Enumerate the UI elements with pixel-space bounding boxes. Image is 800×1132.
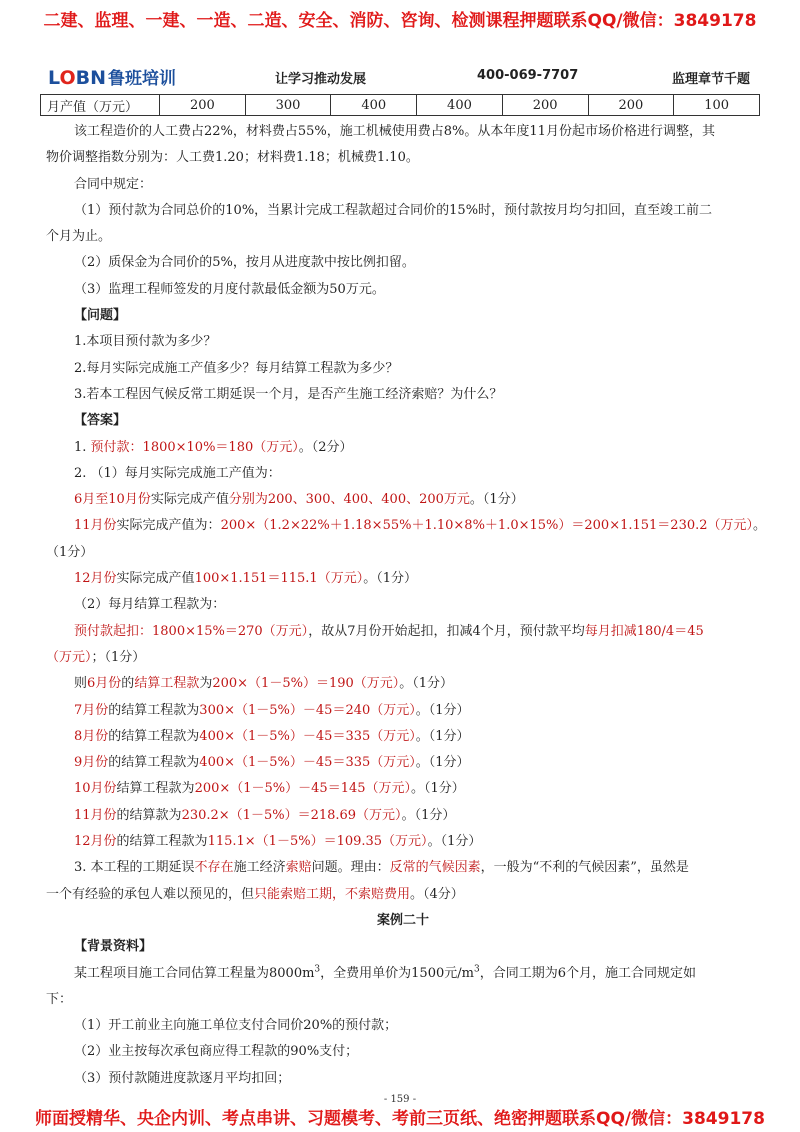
body-line: 物价调整指数分别为：人工费1.20；材料费1.18；机械费1.10。 <box>46 150 419 166</box>
body-line: （1）预付款为合同总价的10%，当累计完成工程款超过合同价的15%时，预付款按月均匀扣回，直至竣工前二 <box>74 202 713 218</box>
answer-line: 8月份的结算工程款为400×（1－5%）－45＝335（万元）。（1分） <box>74 728 470 744</box>
background-heading: 【背景资料】 <box>74 939 153 955</box>
body-line: （3）预付款随进度款逐月平均扣回； <box>74 1070 291 1086</box>
table-cell: 200 <box>502 95 588 116</box>
answer-line: 10月份结算工程款为200×（1－5%）－45＝145（万元）。（1分） <box>74 781 465 797</box>
header-slogan: 让学习推动发展 <box>275 72 367 87</box>
body-line: （1）开工前业主向施工单位支付合同价20%的预付款； <box>74 1018 398 1034</box>
answer-line: 预付款起扣：1800×15%＝270（万元），故从7月份开始起扣，扣减4个月，预付款平均每月扣减180/4＝45 <box>74 623 704 639</box>
answer-heading: 【答案】 <box>74 413 127 429</box>
body-line: 某工程项目施工合同估算工程量为$8000m^3$，全费用单价为1500元$/m^3$，合同工期为6个月，施工合同规定如 <box>74 964 696 981</box>
answer-line: 12月份实际完成产值100×1.151＝115.1（万元）。（1分） <box>74 571 417 587</box>
table-row-header: 月产值（万元） <box>41 95 160 116</box>
bottom-promo-banner: 师面授精华、央企内训、考点串讲、习题模考、考前三页纸、绝密押题联系QQ/微信：3849178 <box>35 1109 765 1129</box>
table-cell: 200 <box>588 95 674 116</box>
body-line: （2）质保金为合同价的5%，按月从进度款中按比例扣留。 <box>74 255 415 271</box>
answer-line: 6月至10月份实际完成产值分别为200、300、400、400、200万元。（1分） <box>74 492 524 508</box>
top-promo-banner: 二建、监理、一建、一造、二造、安全、消防、咨询、检测课程押题联系QQ/微信：3849178 <box>43 11 757 31</box>
body-line: 下： <box>46 991 73 1007</box>
answer-line: 则6月份的结算工程款为200×（1－5%）＝190（万元）。（1分） <box>74 676 454 692</box>
question-heading: 【问题】 <box>74 308 127 324</box>
answer-line: 1. 预付款：1800×10%＝180（万元）。（2分） <box>74 439 353 455</box>
answer-line: （1分） <box>46 544 94 560</box>
answer-line: 9月份的结算工程款为400×（1－5%）－45＝335（万元）。（1分） <box>74 755 470 771</box>
brand-logo: LOBN 鲁班培训 <box>48 67 176 89</box>
answer-line: 3. 本工程的工期延误不存在施工经济索赔问题。理由：反常的气候因素，一般为“不利的气候因素”，虽然是 <box>74 860 689 876</box>
answer-line: 12月份的结算工程款为115.1×（1－5%）＝109.35（万元）。（1分） <box>74 834 482 850</box>
table-cell: 300 <box>245 95 331 116</box>
body-line: 合同中规定： <box>74 176 153 192</box>
table-cell: 100 <box>674 95 760 116</box>
body-line: 个月为止。 <box>46 229 112 245</box>
table-cell: 400 <box>331 95 417 116</box>
monthly-value-table <box>40 94 760 116</box>
answer-line: （2）每月结算工程款为： <box>74 597 226 613</box>
answer-line: 2. （1）每月实际完成施工产值为： <box>74 465 281 481</box>
body-line: （3）监理工程师签发的月度付款最低金额为50万元。 <box>74 281 385 297</box>
answer-line: （万元）；（1分） <box>46 649 146 665</box>
answer-line: 一个有经验的承包人难以预见的，但只能索赔工期，不索赔费用。（4分） <box>46 886 464 902</box>
body-line: 该工程造价的人工费占22%，材料费占55%，施工机械使用费占8%。从本年度11月份起市场价格进行调整，其 <box>74 124 715 139</box>
header-doc-title: 监理章节千题 <box>671 72 750 87</box>
page-number: - 159 - <box>383 1094 417 1105</box>
answer-line: 11月份实际完成产值为：200×（1.2×22%＋1.18×55%＋1.10×8%＋1.0×15%）＝200×1.151＝230.2（万元）。 <box>74 518 767 534</box>
question-2: 2.每月实际完成施工产值多少？每月结算工程款为多少？ <box>74 360 399 376</box>
page-header <box>40 62 760 90</box>
table-cell: 400 <box>417 95 503 116</box>
answer-line: 7月份的结算工程款为300×（1－5%）－45＝240（万元）。（1分） <box>74 702 470 718</box>
header-phone: 400-069-7707 <box>477 68 579 83</box>
answer-line: 11月份的结算款为230.2×（1－5%）＝218.69（万元）。（1分） <box>74 807 456 823</box>
question-3: 3.若本工程因气候反常工期延误一个月，是否产生施工经济索赔？为什么？ <box>74 386 503 402</box>
document-body <box>46 119 767 1092</box>
question-1: 1.本项目预付款为多少？ <box>74 334 217 350</box>
case-title: 案例二十 <box>376 912 429 928</box>
table-cell: 200 <box>160 95 246 116</box>
body-line: （2）业主按每次承包商应得工程款的90%支付； <box>74 1044 359 1060</box>
table-row <box>41 95 760 116</box>
